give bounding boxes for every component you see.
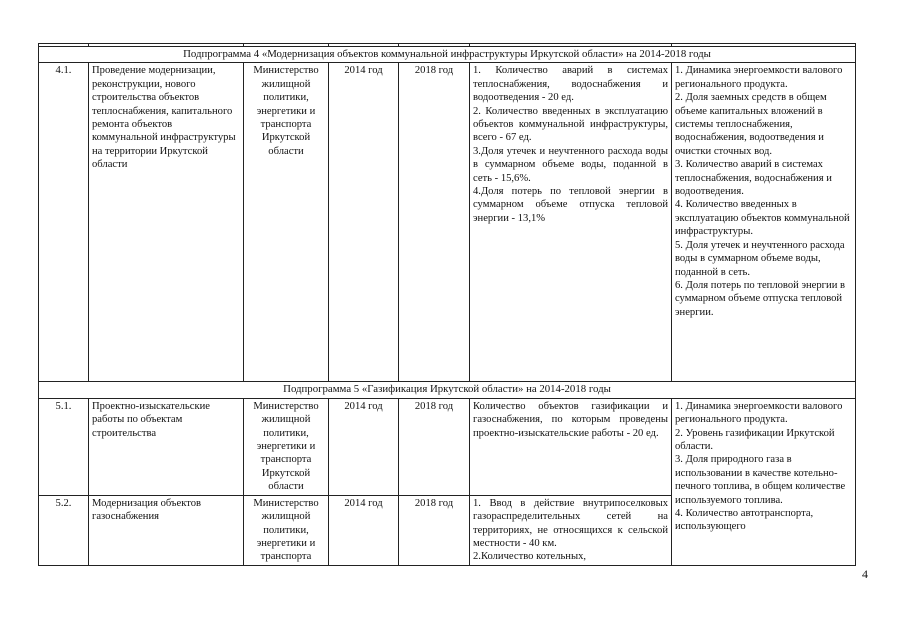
start-year: 2014 год <box>329 398 399 495</box>
expected-results <box>470 63 672 382</box>
indicator-item: 1. Динамика энергоемкости валового регионального продукта. <box>675 65 843 90</box>
end-year: 2018 год <box>399 495 470 565</box>
start-year: 2014 год <box>329 495 399 565</box>
row-number: 5.2. <box>39 495 89 565</box>
indicator-item: 3. Доля природного газа в использовании в качестве котельно-печного топлива, в общем количестве используемого топлива. <box>675 454 846 506</box>
start-year: 2014 год <box>329 63 399 382</box>
indicator-item: 4. Количество автотранспорта, использующего <box>675 508 814 533</box>
row-number: 4.1. <box>39 63 89 382</box>
target-indicators <box>672 63 856 382</box>
section-title: Подпрограмма 5 «Газификация Иркутской области» на 2014-2018 годы <box>39 382 856 398</box>
measure-name: Проектно-изыскательские работы по объектам строительства <box>89 398 244 495</box>
indicator-item: 4. Количество введенных в эксплуатацию объектов коммунальной инфраструктуры. <box>675 199 850 238</box>
executor: Министерство жилищной политики, энергетики и транспорта Иркутской области <box>244 63 329 382</box>
executor: Министерство жилищной политики, энергетики и транспорта <box>244 495 329 565</box>
result-item: 4.Доля потерь по тепловой энергии в суммарном объеме отпуска тепловой энергии - 13,1% <box>473 186 668 224</box>
indicator-item: 1. Динамика энергоемкости валового регионального продукта. <box>675 400 843 426</box>
end-year: 2018 год <box>399 63 470 382</box>
section-title: Подпрограмма 4 «Модернизация объектов коммунальной инфраструктуры Иркутской области» на 2014-2018 годы <box>39 47 856 63</box>
measure-name: Модернизация объектов газоснабжения <box>89 495 244 565</box>
measure-name: Проведение модернизации, реконструкции, нового строительства объектов теплоснабжения, капитального ремонта объектов коммунальной инфраструктуры на территории Иркутской области <box>89 63 244 382</box>
section-header-row <box>39 382 856 398</box>
result-item: 2. Количество введенных в эксплуатацию объектов коммунальной инфраструктуры, всего - 67 ед. <box>473 105 668 144</box>
target-indicators <box>672 398 856 565</box>
indicator-item: 3. Количество аварий в системах теплоснабжения, водоснабжения и водоотведения. <box>675 159 832 198</box>
row-number: 5.1. <box>39 398 89 495</box>
table-row <box>39 398 856 495</box>
result-item: 3.Доля утечек и неучтенного расхода воды в суммарном объеме воды, поданной в сеть - 15,6%. <box>473 145 668 184</box>
result-item: 1. Количество аварий в системах теплоснабжения, водоснабжения и водоотведения - 20 ед. <box>473 65 668 104</box>
result-item: 1. Ввод в действие внутрипоселковых газораспределительных сетей на территориях, не относящихся к сельской местности - 40 км. <box>473 497 668 550</box>
section-header-row <box>39 47 856 63</box>
executor: Министерство жилищной политики, энергетики и транспорта Иркутской области <box>244 398 329 495</box>
result-item: 2.Количество котельных, <box>473 551 587 563</box>
indicator-item: 2. Уровень газификации Иркутской области. <box>675 427 835 453</box>
indicator-item: 6. Доля потерь по тепловой энергии в суммарном объеме отпуска тепловой энергии. <box>675 279 846 318</box>
expected-results <box>470 398 672 495</box>
table-row <box>39 63 856 382</box>
indicator-item: 2. Доля заемных средств в общем объеме капитальных вложений в системы теплоснабжения, водоснабжения, водоотведения и очистки сточных вод. <box>675 92 827 157</box>
program-table <box>38 43 856 566</box>
result-item: Количество объектов газификации и газоснабжения, по которым проведены проектно-изыскательские работы - 20 ед. <box>473 400 668 439</box>
end-year: 2018 год <box>399 398 470 495</box>
expected-results <box>470 495 672 565</box>
indicator-item: 5. Доля утечек и неучтенного расхода воды в суммарном объеме воды, поданной в сеть. <box>675 239 845 278</box>
page-number: 4 <box>862 567 868 581</box>
